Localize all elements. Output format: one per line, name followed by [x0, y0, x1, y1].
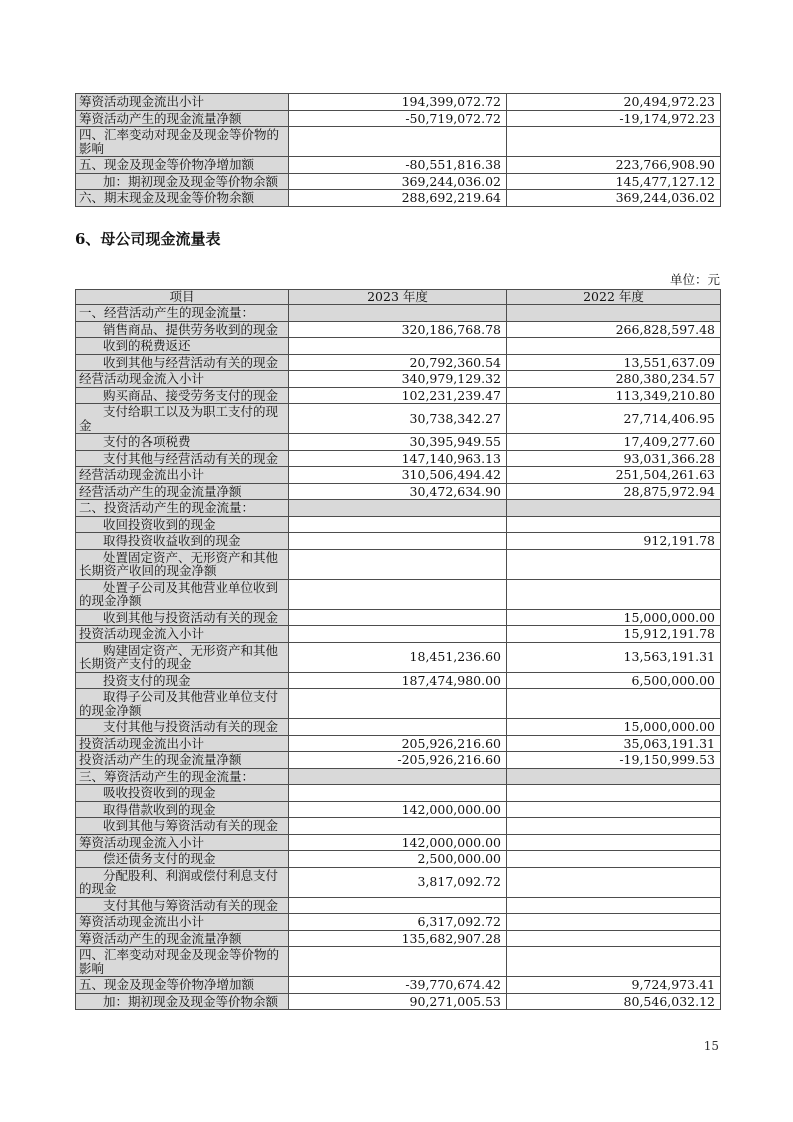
table-row — [76, 897, 721, 914]
row-value: 142,000,000.00 — [289, 834, 507, 851]
row-value: 35,063,191.31 — [507, 735, 721, 752]
row-value — [507, 127, 721, 157]
parent-company-cash-flow-table — [75, 289, 721, 1011]
row-value: 142,000,000.00 — [289, 801, 507, 818]
row-value — [289, 579, 507, 609]
row-label: 经营活动产生的现金流量净额 — [76, 483, 289, 500]
row-label: 处置固定资产、无形资产和其他长期资产收回的现金净额 — [76, 549, 289, 579]
row-label: 六、期末现金及现金等价物余额 — [76, 190, 289, 207]
row-value — [289, 768, 507, 785]
table-row — [76, 947, 721, 977]
table-row — [76, 190, 721, 207]
table-row — [76, 549, 721, 579]
table-row — [76, 321, 721, 338]
row-value: -19,150,999.53 — [507, 752, 721, 769]
column-header-year-2022: 2022 年度 — [507, 289, 721, 305]
row-value: 30,472,634.90 — [289, 483, 507, 500]
row-value — [507, 338, 721, 355]
row-value: 205,926,216.60 — [289, 735, 507, 752]
row-label: 筹资活动产生的现金流量净额 — [76, 110, 289, 127]
row-value: 310,506,494.42 — [289, 467, 507, 484]
row-value: 15,000,000.00 — [507, 609, 721, 626]
row-value — [289, 338, 507, 355]
row-label: 购买商品、接受劳务支付的现金 — [76, 387, 289, 404]
row-label: 销售商品、提供劳务收到的现金 — [76, 321, 289, 338]
table-row — [76, 785, 721, 802]
row-value — [507, 549, 721, 579]
row-value: 187,474,980.00 — [289, 672, 507, 689]
table-row — [76, 173, 721, 190]
table-row — [76, 768, 721, 785]
table-row — [76, 516, 721, 533]
row-label: 收到的税费返还 — [76, 338, 289, 355]
table-row — [76, 735, 721, 752]
row-value: 912,191.78 — [507, 533, 721, 550]
row-value: 280,380,234.57 — [507, 371, 721, 388]
row-value: 20,792,360.54 — [289, 354, 507, 371]
row-label: 处置子公司及其他营业单位收到的现金净额 — [76, 579, 289, 609]
row-label: 三、筹资活动产生的现金流量： — [76, 768, 289, 785]
table-row — [76, 752, 721, 769]
row-value — [289, 533, 507, 550]
row-value: 9,724,973.41 — [507, 977, 721, 994]
row-value — [507, 851, 721, 868]
row-label: 取得投资收益收到的现金 — [76, 533, 289, 550]
row-value: 6,500,000.00 — [507, 672, 721, 689]
table-row — [76, 609, 721, 626]
row-value — [289, 127, 507, 157]
table-row — [76, 834, 721, 851]
row-value — [507, 500, 721, 517]
row-label: 支付给职工以及为职工支付的现金 — [76, 404, 289, 434]
row-value: 113,349,210.80 — [507, 387, 721, 404]
row-value — [507, 801, 721, 818]
table-row — [76, 867, 721, 897]
row-value — [289, 818, 507, 835]
table-body — [76, 94, 721, 207]
row-value: 340,979,129.32 — [289, 371, 507, 388]
row-value: 13,563,191.31 — [507, 642, 721, 672]
row-label: 支付其他与投资活动有关的现金 — [76, 719, 289, 736]
row-value: 17,409,277.60 — [507, 434, 721, 451]
table-row — [76, 626, 721, 643]
row-value — [289, 719, 507, 736]
table-row — [76, 533, 721, 550]
row-value: 194,399,072.72 — [289, 94, 507, 111]
row-label: 筹资活动产生的现金流量净额 — [76, 930, 289, 947]
page-number: 15 — [703, 1039, 719, 1053]
row-value: 266,828,597.48 — [507, 321, 721, 338]
row-value: 135,682,907.28 — [289, 930, 507, 947]
row-label: 投资活动产生的现金流量净额 — [76, 752, 289, 769]
row-value: 223,766,908.90 — [507, 157, 721, 174]
table-row — [76, 127, 721, 157]
row-label: 收到其他与筹资活动有关的现金 — [76, 818, 289, 835]
row-value — [507, 768, 721, 785]
row-value — [289, 897, 507, 914]
row-label: 支付其他与经营活动有关的现金 — [76, 450, 289, 467]
row-value: 369,244,036.02 — [289, 173, 507, 190]
row-label: 支付的各项税费 — [76, 434, 289, 451]
row-value: 80,546,032.12 — [507, 993, 721, 1010]
row-label: 筹资活动现金流入小计 — [76, 834, 289, 851]
row-value — [507, 930, 721, 947]
table-row — [76, 110, 721, 127]
table-row — [76, 338, 721, 355]
row-label: 投资活动现金流入小计 — [76, 626, 289, 643]
row-value: 27,714,406.95 — [507, 404, 721, 434]
row-value: 15,912,191.78 — [507, 626, 721, 643]
table-row — [76, 305, 721, 322]
row-value: 90,271,005.53 — [289, 993, 507, 1010]
row-label: 四、汇率变动对现金及现金等价物的影响 — [76, 947, 289, 977]
page-content — [75, 0, 720, 1010]
row-value — [289, 305, 507, 322]
row-label: 收回投资收到的现金 — [76, 516, 289, 533]
row-label: 收到其他与投资活动有关的现金 — [76, 609, 289, 626]
table-row — [76, 354, 721, 371]
row-value — [507, 785, 721, 802]
row-label: 五、现金及现金等价物净增加额 — [76, 157, 289, 174]
row-value: -19,174,972.23 — [507, 110, 721, 127]
row-value: 320,186,768.78 — [289, 321, 507, 338]
row-value — [507, 897, 721, 914]
table-row — [76, 579, 721, 609]
table-row — [76, 434, 721, 451]
row-label: 加：期初现金及现金等价物余额 — [76, 993, 289, 1010]
table-header-row — [76, 289, 721, 305]
table-row — [76, 450, 721, 467]
row-value: 145,477,127.12 — [507, 173, 721, 190]
row-label: 取得借款收到的现金 — [76, 801, 289, 818]
row-value — [289, 689, 507, 719]
row-label: 一、经营活动产生的现金流量： — [76, 305, 289, 322]
row-value — [507, 914, 721, 931]
row-value: 20,494,972.23 — [507, 94, 721, 111]
table-row — [76, 689, 721, 719]
table-row — [76, 801, 721, 818]
row-value — [507, 947, 721, 977]
row-value — [507, 516, 721, 533]
table-row — [76, 387, 721, 404]
row-label: 分配股利、利润或偿付利息支付的现金 — [76, 867, 289, 897]
row-value — [289, 609, 507, 626]
table-body — [76, 305, 721, 1010]
column-header-item: 项目 — [76, 289, 289, 305]
row-value — [507, 867, 721, 897]
row-value: 93,031,366.28 — [507, 450, 721, 467]
row-value: 18,451,236.60 — [289, 642, 507, 672]
row-value: 3,817,092.72 — [289, 867, 507, 897]
row-label: 投资支付的现金 — [76, 672, 289, 689]
table-row — [76, 371, 721, 388]
row-value — [507, 834, 721, 851]
row-value — [507, 305, 721, 322]
table-row — [76, 993, 721, 1010]
table-row — [76, 467, 721, 484]
row-label: 经营活动现金流入小计 — [76, 371, 289, 388]
row-value: 147,140,963.13 — [289, 450, 507, 467]
table-row — [76, 914, 721, 931]
table-row — [76, 404, 721, 434]
row-value — [507, 689, 721, 719]
row-value: 13,551,637.09 — [507, 354, 721, 371]
row-label: 二、投资活动产生的现金流量： — [76, 500, 289, 517]
row-label: 取得子公司及其他营业单位支付的现金净额 — [76, 689, 289, 719]
row-value: 30,395,949.55 — [289, 434, 507, 451]
table-row — [76, 977, 721, 994]
row-value — [289, 785, 507, 802]
row-value: -80,551,816.38 — [289, 157, 507, 174]
cash-flow-table-continuation — [75, 93, 721, 207]
row-value: 15,000,000.00 — [507, 719, 721, 736]
table-row — [76, 500, 721, 517]
row-label: 经营活动现金流出小计 — [76, 467, 289, 484]
row-label: 五、现金及现金等价物净增加额 — [76, 977, 289, 994]
table-row — [76, 483, 721, 500]
row-value: 28,875,972.94 — [507, 483, 721, 500]
row-label: 筹资活动现金流出小计 — [76, 914, 289, 931]
row-value — [289, 549, 507, 579]
row-label: 四、汇率变动对现金及现金等价物的影响 — [76, 127, 289, 157]
table-row — [76, 157, 721, 174]
table-row — [76, 851, 721, 868]
row-value — [507, 579, 721, 609]
row-label: 偿还债务支付的现金 — [76, 851, 289, 868]
row-label: 收到其他与经营活动有关的现金 — [76, 354, 289, 371]
row-value: 6,317,092.72 — [289, 914, 507, 931]
row-value — [289, 516, 507, 533]
row-label: 投资活动现金流出小计 — [76, 735, 289, 752]
row-label: 吸收投资收到的现金 — [76, 785, 289, 802]
row-value — [289, 500, 507, 517]
row-label: 加：期初现金及现金等价物余额 — [76, 173, 289, 190]
column-header-year-2023: 2023 年度 — [289, 289, 507, 305]
row-label: 筹资活动现金流出小计 — [76, 94, 289, 111]
unit-label: 单位：元 — [669, 271, 720, 287]
section-title: 6、母公司现金流量表 — [75, 229, 221, 248]
row-label: 支付其他与筹资活动有关的现金 — [76, 897, 289, 914]
row-value: 30,738,342.27 — [289, 404, 507, 434]
row-value: -50,719,072.72 — [289, 110, 507, 127]
row-value: 2,500,000.00 — [289, 851, 507, 868]
table-row — [76, 818, 721, 835]
table-row — [76, 672, 721, 689]
row-value — [289, 626, 507, 643]
table-row — [76, 930, 721, 947]
row-value: -39,770,674.42 — [289, 977, 507, 994]
row-value: 369,244,036.02 — [507, 190, 721, 207]
row-value: 102,231,239.47 — [289, 387, 507, 404]
row-value — [289, 947, 507, 977]
row-value — [507, 818, 721, 835]
table-row — [76, 94, 721, 111]
row-label: 购建固定资产、无形资产和其他长期资产支付的现金 — [76, 642, 289, 672]
row-value: 251,504,261.63 — [507, 467, 721, 484]
row-value: 288,692,219.64 — [289, 190, 507, 207]
table-row — [76, 642, 721, 672]
row-value: -205,926,216.60 — [289, 752, 507, 769]
table-row — [76, 719, 721, 736]
